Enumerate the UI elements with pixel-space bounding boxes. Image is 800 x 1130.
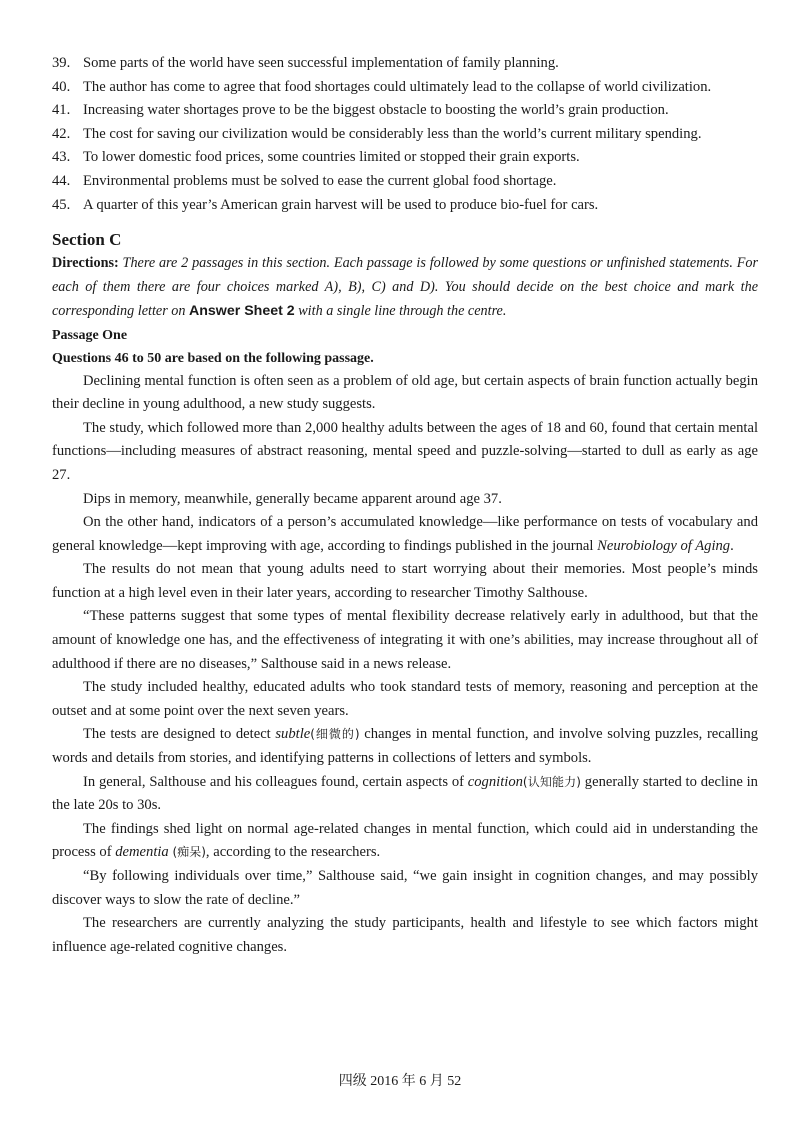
passage-paragraph: “These patterns suggest that some types of mental flexibility decrease relatively early in adulthood, but that the amount of knowledge one has, and the effectiveness of integrating it with one’s abilities, may increase throughout all of adulthood if there are no diseases,” Salthouse said in a news release.: [52, 608, 758, 672]
passage-paragraph: The results do not mean that young adults need to start worrying about their memories. Most people’s minds function at a high level even in their later years, according to researcher Timothy Salthouse.: [52, 561, 758, 601]
passage-paragraph: The study included healthy, educated adults who took standard tests of memory, reasoning and perception at the outset and at some point over the next seven years.: [52, 679, 758, 719]
statement-number: 45.: [52, 196, 71, 213]
passage-paragraph: [52, 818, 758, 865]
statement-number: 42.: [52, 125, 71, 142]
passage-paragraph: Dips in memory, meanwhile, generally became apparent around age 37.: [83, 490, 502, 507]
statement-number: 41.: [52, 102, 71, 119]
paragraph-text: On the other hand, indicators of a person’s accumulated knowledge—like performance on tests of vocabulary and general knowledge—kept improving with age, according to findings published in the journal: [52, 514, 758, 554]
statement-item: [52, 146, 758, 170]
statement-list: [52, 52, 758, 217]
passage-paragraph: [52, 723, 758, 770]
paragraph-text: The findings shed light on normal age-related changes in mental function, which could aid in understanding the process of: [52, 820, 758, 861]
passage-paragraph: [52, 511, 758, 558]
statement-text: Increasing water shortages prove to be the biggest obstacle to boosting the world’s grain production.: [83, 102, 669, 119]
passage-paragraph: Declining mental function is often seen as a problem of old age, but certain aspects of brain function actually begin their decline in young adulthood, a new study suggests.: [52, 372, 758, 413]
statement-item: [52, 76, 758, 100]
glossed-term: cognition: [467, 773, 523, 790]
directions: [52, 252, 758, 323]
statement-item: [52, 123, 758, 147]
paragraph-text: changes in mental function, and involve solving puzzles, recalling words and details from stories, and identifying patterns in collections of letters and symbols.: [52, 726, 758, 767]
section-title: Section C: [52, 230, 122, 250]
term-gloss: (细微的): [310, 727, 360, 742]
paragraph-text: .: [730, 537, 734, 554]
statement-item: [52, 170, 758, 194]
paragraph-text: , according to the researchers.: [205, 844, 381, 861]
passage-paragraph: “By following individuals over time,” Salthouse said, “we gain insight in cognition changes, and may possibly discover ways to slow the rate of decline.”: [52, 868, 758, 908]
directions-label: Directions:: [52, 255, 119, 272]
statement-number: 44.: [52, 172, 71, 189]
passage-body: [52, 370, 758, 960]
statement-text: Some parts of the world have seen successful implementation of family planning.: [83, 55, 559, 71]
paragraph-text: The tests are designed to detect: [83, 726, 276, 743]
statement-item: [52, 99, 758, 123]
term-gloss: (痴呆): [168, 845, 206, 860]
statement-number: 43.: [52, 149, 71, 166]
statement-text: To lower domestic food prices, some countries limited or stopped their grain exports.: [83, 149, 580, 166]
statement-text: The author has come to agree that food shortages could ultimately lead to the collapse of world civilization.: [83, 78, 712, 95]
journal-name: Neurobiology of Aging: [597, 537, 731, 554]
paragraph-text: In general, Salthouse and his colleagues found, certain aspects of: [83, 773, 468, 790]
questions-note: Questions 46 to 50 are based on the following passage.: [52, 350, 374, 366]
statement-item: [52, 52, 758, 76]
directions-text: There are 2 passages in this section. Each passage is followed by some questions or unfinished statements. For each of them there are four choices marked A), B), C) and D). You should decide on the best choice and mark the corresponding letter on: [52, 255, 758, 319]
passage-title: Passage One: [52, 327, 128, 343]
page-footer: 四级 2016 年 6 月 52: [338, 1074, 462, 1089]
statement-number: 39.: [52, 55, 71, 71]
glossed-term: subtle: [275, 726, 311, 743]
statement-item: [52, 194, 758, 218]
statement-text: The cost for saving our civilization would be considerably less than the world’s current military spending.: [83, 125, 702, 142]
passage-paragraph: The study, which followed more than 2,000 healthy adults between the ages of 18 and 60, found that certain mental functions—including measures of abstract reasoning, mental speed and puzzle-solving—started to dull as early as age 27.: [52, 419, 758, 483]
statement-text: Environmental problems must be solved to ease the current global food shortage.: [83, 172, 557, 189]
answer-sheet-label: Answer Sheet 2: [189, 302, 295, 319]
statement-number: 40.: [52, 78, 71, 95]
directions-text-end: with a single line through the centre.: [294, 302, 507, 319]
passage-paragraph: [52, 771, 758, 818]
paragraph-text: generally started to decline in the late 20s to 30s.: [52, 773, 758, 814]
term-gloss: (认知能力): [522, 774, 581, 789]
passage-paragraph: The researchers are currently analyzing the study participants, health and lifestyle to see which factors might influence age-related cognitive changes.: [52, 915, 758, 955]
statement-text: A quarter of this year’s American grain harvest will be used to produce bio-fuel for cars.: [83, 196, 599, 213]
glossed-term: dementia: [115, 844, 169, 861]
